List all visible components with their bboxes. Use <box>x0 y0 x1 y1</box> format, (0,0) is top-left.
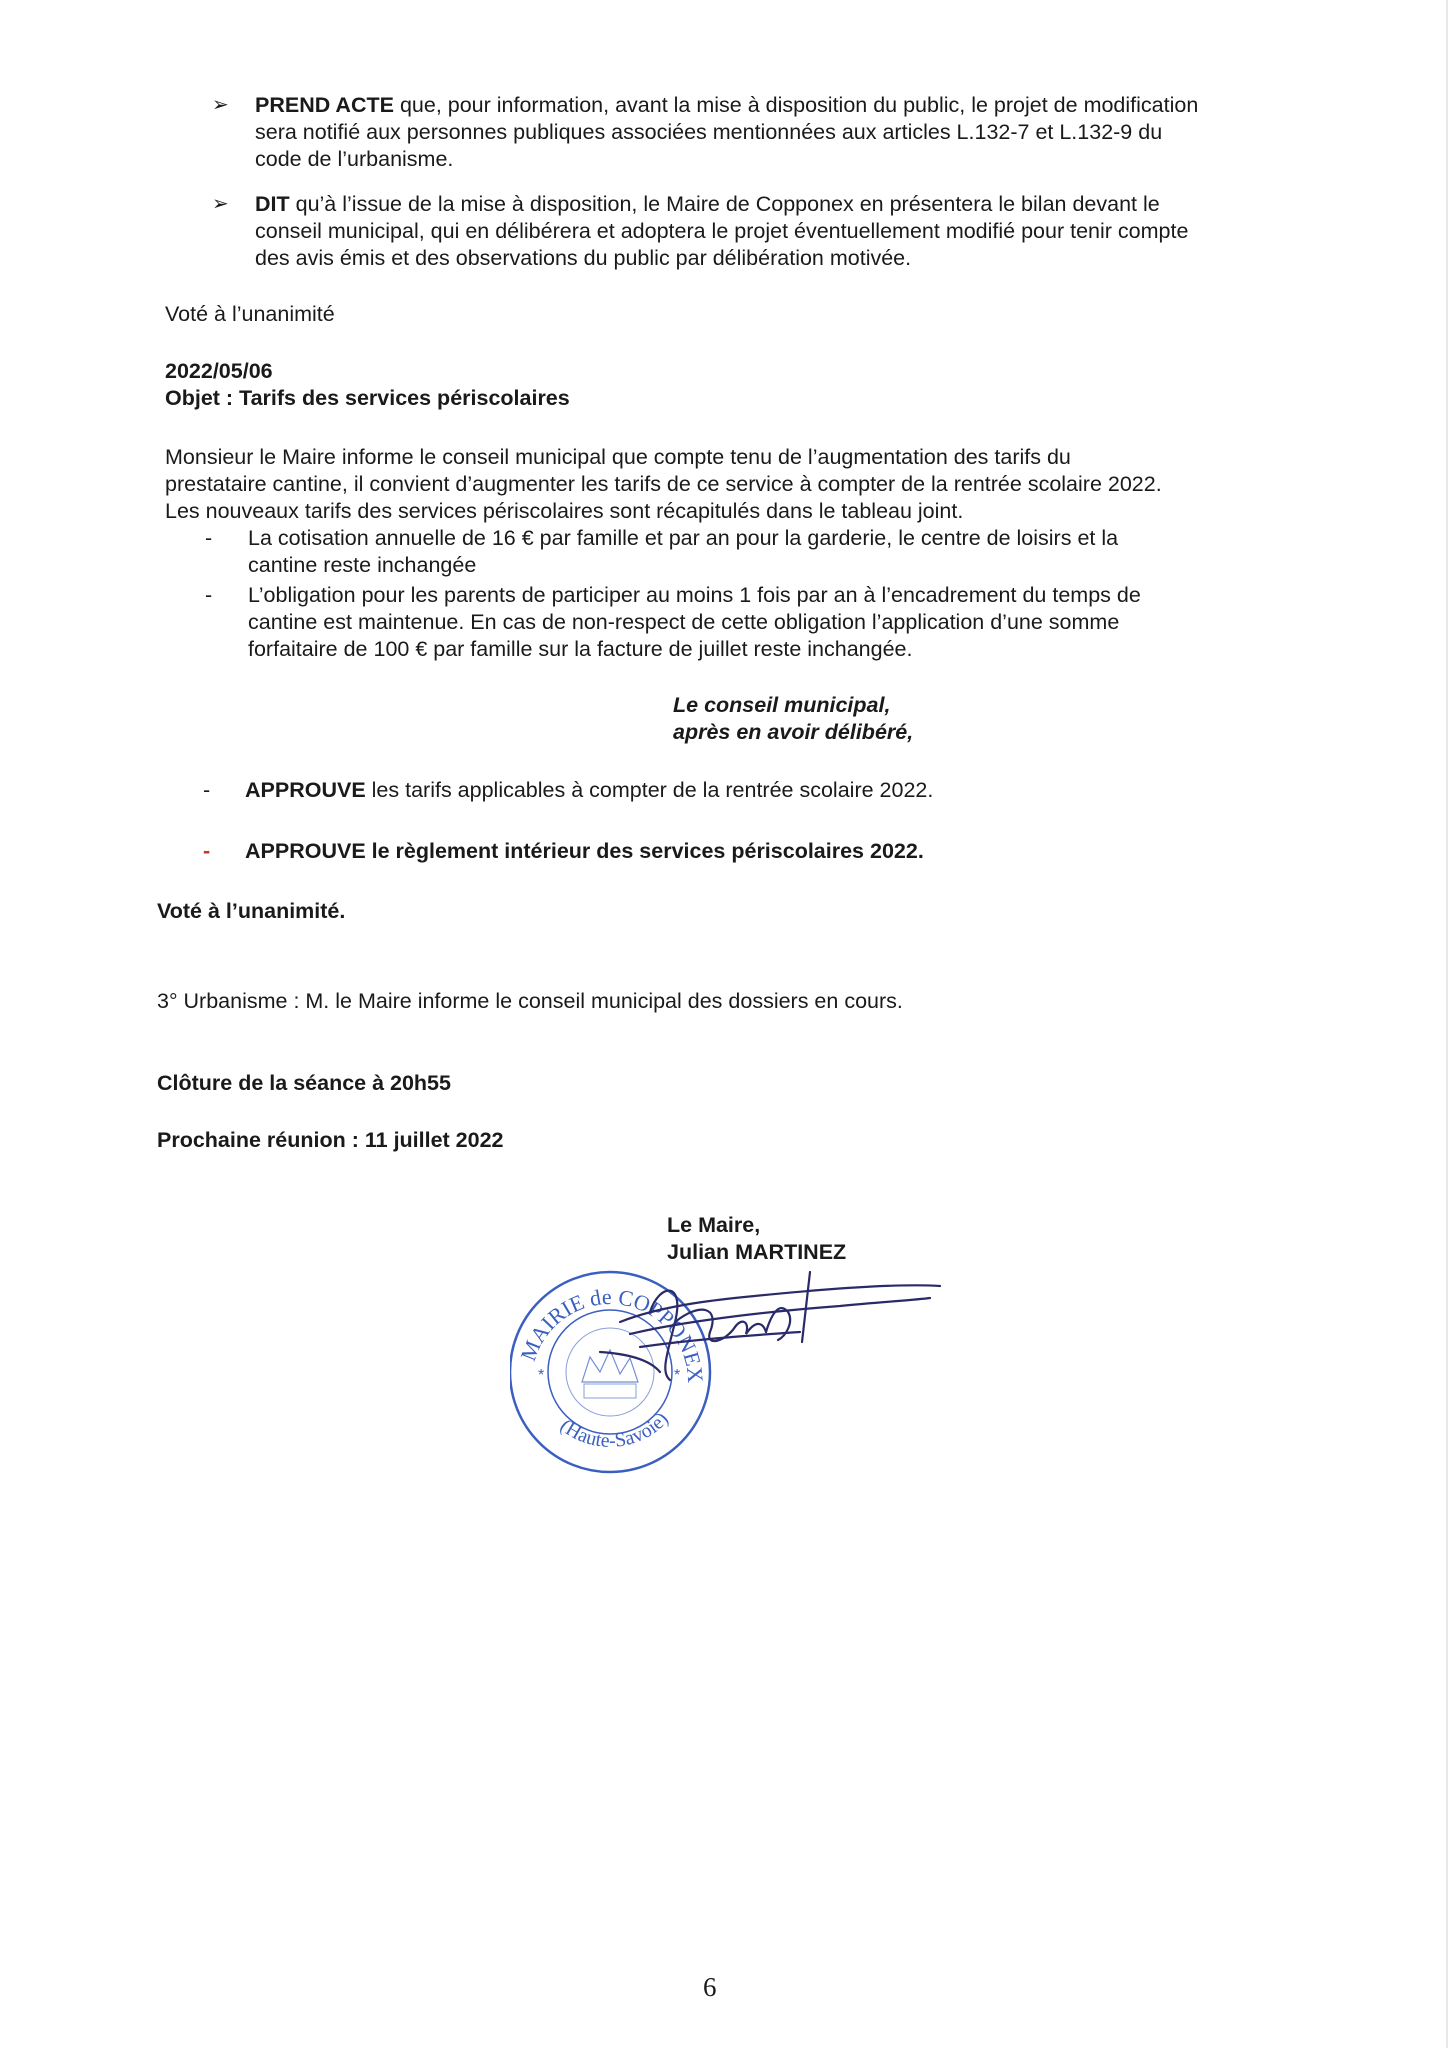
signature-block: Le Maire, Julian MARTINEZ <box>667 1213 847 1264</box>
deliberation-object: Objet : Tarifs des services périscolaires <box>165 386 570 410</box>
list-dash: - <box>203 778 211 802</box>
svg-text:(Haute-Savoie): (Haute-Savoie) <box>555 1408 673 1452</box>
vote-unanimite-2: Voté à l’unanimité. <box>157 899 346 923</box>
approve-reglement: APPROUVE le règlement intérieur des services périscolaires 2022. <box>245 839 924 863</box>
next-meeting-line: Prochaine réunion : 11 juillet 2022 <box>157 1128 504 1152</box>
mairie-stamp-and-signature <box>510 1262 970 1492</box>
bullet-dit: DIT qu’à l’issue de la mise à disposition, le Maire de Copponex en présentera le bilan devant le conseil municipal, qui en délibérera et adoptera le projet éventuellement modifié pour tenir compte des avis émis et des observations du public par délibération motivée. <box>255 192 1189 270</box>
closing-line: Clôture de la séance à 20h55 <box>157 1071 451 1095</box>
urbanisme-line: 3° Urbanisme : M. le Maire informe le conseil municipal des dossiers en cours. <box>157 989 903 1013</box>
arrow-bullet-icon: ➢ <box>212 94 229 116</box>
official-seal-icon <box>510 1272 710 1472</box>
council-heading: Le conseil municipal, après en avoir délibéré, <box>673 693 914 744</box>
list-item-cotisation: La cotisation annuelle de 16 € par famille et par an pour la garderie, le centre de loisirs et la cantine reste inchangée <box>248 526 1119 577</box>
deliberation-number: 2022/05/06 <box>165 359 273 383</box>
svg-text:MAIRIE de COPPONEX: MAIRIE de COPPONEX <box>515 1283 709 1384</box>
approve-tarifs: APPROUVE les tarifs applicables à compter de la rentrée scolaire 2022. <box>245 778 934 802</box>
list-dash: - <box>205 526 213 550</box>
list-item-obligation: L’obligation pour les parents de participer au moins 1 fois par an à l’encadrement du temps de cantine est maintenue. En cas de non-respect de cette obligation l’application d’une somme forfaitaire de 100 € par famille sur la facture de juillet reste inchangée. <box>248 583 1141 661</box>
page-number: 6 <box>703 1972 717 2002</box>
vote-unanimite-1: Voté à l’unanimité <box>165 302 335 326</box>
arrow-bullet-icon: ➢ <box>212 193 229 215</box>
list-dash: - <box>203 839 211 863</box>
bullet-prend-acte: PREND ACTE que, pour information, avant la mise à disposition du public, le projet de modification sera notifié aux personnes publiques associées mentionnées aux articles L.132-7 et L.132-9 du code de l’urbanisme. <box>255 93 1199 171</box>
deliberation-intro: Monsieur le Maire informe le conseil municipal que compte tenu de l’augmentation des tarifs du prestataire cantine, il convient d’augmenter les tarifs de ce service à compter de la rentrée scolaire 2022. Les nouveaux tarifs des services périscolaires sont récapitulés dans le tableau joint. <box>165 445 1162 523</box>
svg-text:*: * <box>538 1367 545 1384</box>
list-dash: - <box>205 583 213 607</box>
svg-text:*: * <box>674 1367 681 1384</box>
